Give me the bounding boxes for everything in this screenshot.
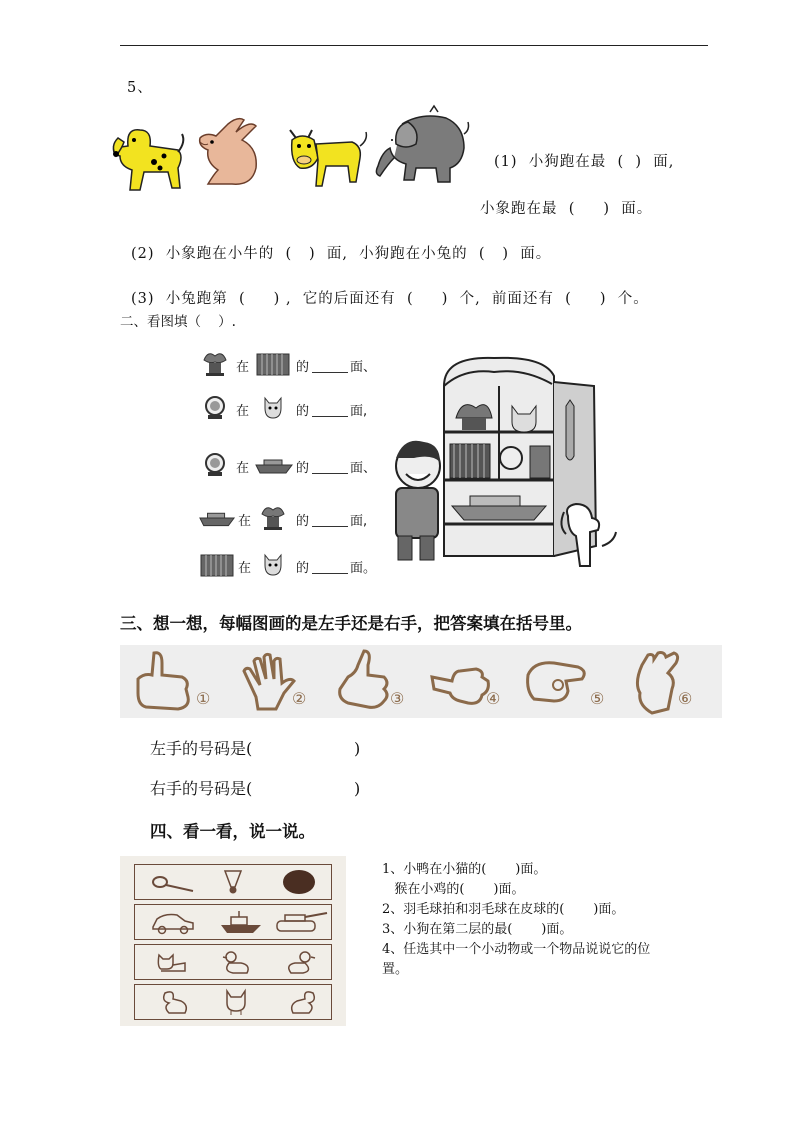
potted-plant-icon: [200, 350, 230, 378]
ship-icon: [254, 455, 294, 475]
squirrel-icon: [285, 989, 319, 1015]
racket-icon: [151, 873, 195, 893]
potted-plant-icon: [258, 504, 288, 532]
cat-toy-icon: [260, 551, 286, 577]
cat-toy-icon: [155, 949, 189, 975]
answer-blank[interactable]: [312, 416, 348, 417]
hand-number: ①: [196, 689, 211, 708]
question-1b: 小象跑在最 ( ) 面。: [480, 201, 653, 217]
word-mian: 面。: [350, 561, 377, 576]
picture-row: [134, 864, 332, 900]
word-mian: 面、: [350, 360, 377, 375]
word-mian: 面,: [350, 404, 368, 419]
hand-number: ⑤: [590, 689, 605, 708]
fill-rows: [198, 344, 388, 584]
squirrel-icon: [159, 989, 193, 1015]
books-icon: [256, 352, 290, 376]
hand-number: ③: [390, 689, 405, 708]
word-zai: 在: [238, 514, 252, 529]
question-number: 5、: [127, 80, 153, 96]
word-de: 的: [296, 561, 310, 576]
question-line: 4、任选其中一个小动物或一个物品说说它的位: [382, 942, 651, 957]
question-line: 2、羽毛球拍和羽毛球在皮球的( )面。: [382, 902, 625, 917]
section2-title: 二、看图填（ ）.: [120, 314, 236, 330]
section4-questions: [382, 860, 650, 980]
hands-panel: [120, 645, 722, 718]
cat-toy-icon: [260, 394, 286, 420]
tank-icon: [273, 909, 329, 935]
left-hand-answer[interactable]: 左手的号码是( ): [150, 739, 361, 758]
picture-row: [134, 984, 332, 1020]
word-de: 的: [296, 461, 310, 476]
cow-icon: [282, 114, 372, 194]
question-3: (3) 小兔跑第 ( ) , 它的后面还有 ( ) 个, 前面还有 ( ) 个。: [131, 291, 649, 307]
ship-icon: [198, 508, 236, 528]
question-line: 置。: [382, 962, 409, 977]
header-rule: [120, 45, 708, 46]
chick-icon: [283, 949, 317, 975]
rabbit-icon: [188, 110, 268, 190]
shuttlecock-icon: [221, 869, 245, 895]
word-zai: 在: [238, 561, 252, 576]
hand-number: ②: [292, 689, 307, 708]
ball-icon: [281, 868, 317, 896]
right-hand-answer[interactable]: 右手的号码是( ): [150, 779, 361, 798]
answer-blank[interactable]: [312, 372, 348, 373]
answer-blank[interactable]: [312, 573, 348, 574]
question-line: 猴在小鸡的( )面。: [382, 882, 525, 897]
picture-row: [134, 944, 332, 980]
section4-title: 四、看一看，说一说。: [150, 822, 315, 841]
hand-icon: [134, 649, 194, 713]
word-mian: 面,: [350, 514, 368, 529]
hand-icon: [430, 651, 494, 711]
hand-icon: [234, 651, 298, 715]
elephant-icon: [372, 104, 472, 188]
clock-icon: [204, 396, 226, 420]
answer-blank[interactable]: [312, 473, 348, 474]
question-line: 1、小鸭在小猫的( )面。: [382, 862, 547, 877]
word-de: 的: [296, 404, 310, 419]
question-2: (2) 小象跑在小牛的 ( ) 面, 小狗跑在小兔的 ( ) 面。: [131, 246, 552, 262]
cat-icon: [221, 989, 251, 1015]
word-de: 的: [296, 360, 310, 375]
hand-number: ④: [486, 689, 501, 708]
answer-blank[interactable]: [312, 526, 348, 527]
dog-icon: [108, 116, 188, 196]
hand-number: ⑥: [678, 689, 693, 708]
word-mian: 面、: [350, 461, 377, 476]
duck-icon: [219, 949, 253, 975]
question-1a: (1) 小狗跑在最 ( ) 面,: [494, 154, 675, 170]
hand-icon: [334, 649, 394, 713]
grid-picture: [120, 856, 346, 1026]
car-icon: [151, 911, 195, 935]
boat-icon: [219, 909, 263, 935]
question-line: 3、小狗在第二层的最( )面。: [382, 922, 573, 937]
books-icon: [200, 553, 234, 577]
hand-icon: [524, 655, 594, 711]
word-zai: 在: [236, 461, 250, 476]
word-zai: 在: [236, 360, 250, 375]
word-de: 的: [296, 514, 310, 529]
section3-title: 三、想一想，每幅图画的是左手还是右手，把答案填在括号里。: [120, 614, 582, 633]
bookshelf-icon: [384, 346, 632, 578]
picture-row: [134, 904, 332, 940]
word-zai: 在: [236, 404, 250, 419]
clock-icon: [204, 453, 226, 477]
